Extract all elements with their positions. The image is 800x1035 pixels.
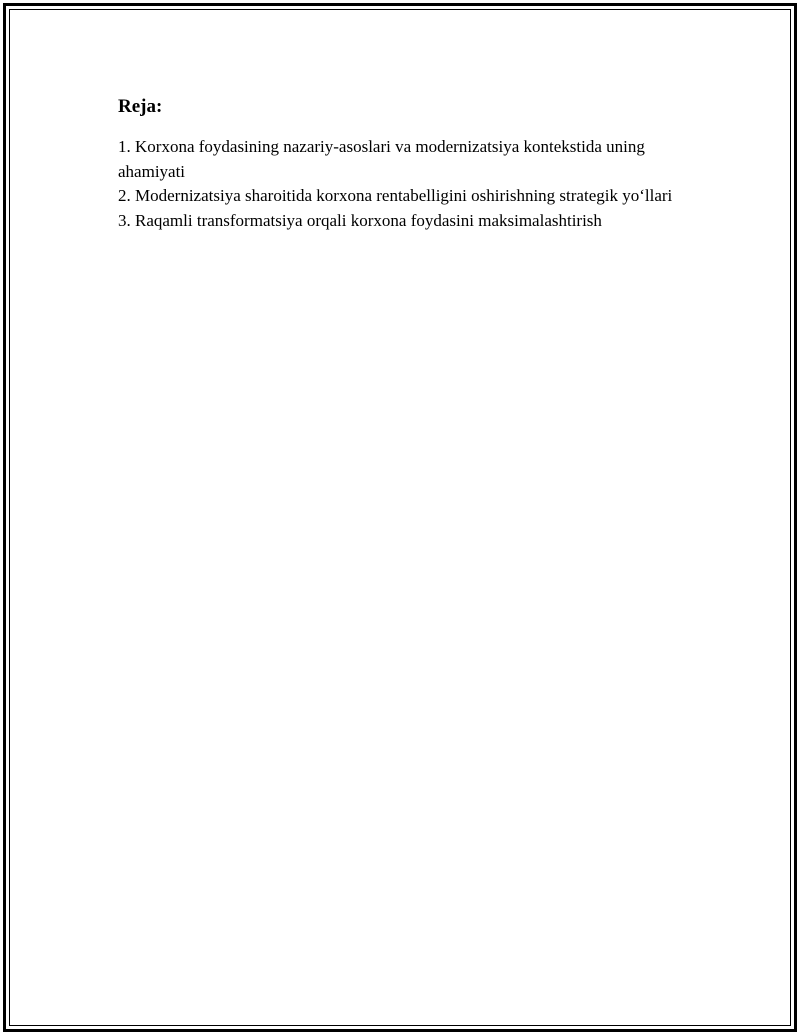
plan-item-3: 3. Raqamli transformatsiya orqali korxona foydasini maksimalashtirish — [118, 210, 602, 230]
plan-section — [118, 95, 678, 233]
plan-item-1: 1. Korxona foydasining nazariy-asoslari va modernizatsiya kontekstida uning ahamiyati — [118, 137, 645, 181]
plan-heading: Reja: — [118, 96, 163, 117]
plan-item-2: 2. Modernizatsiya sharoitida korxona rentabelligini oshirishning strategik yo‘llari — [118, 186, 673, 205]
plan-list — [118, 135, 678, 233]
